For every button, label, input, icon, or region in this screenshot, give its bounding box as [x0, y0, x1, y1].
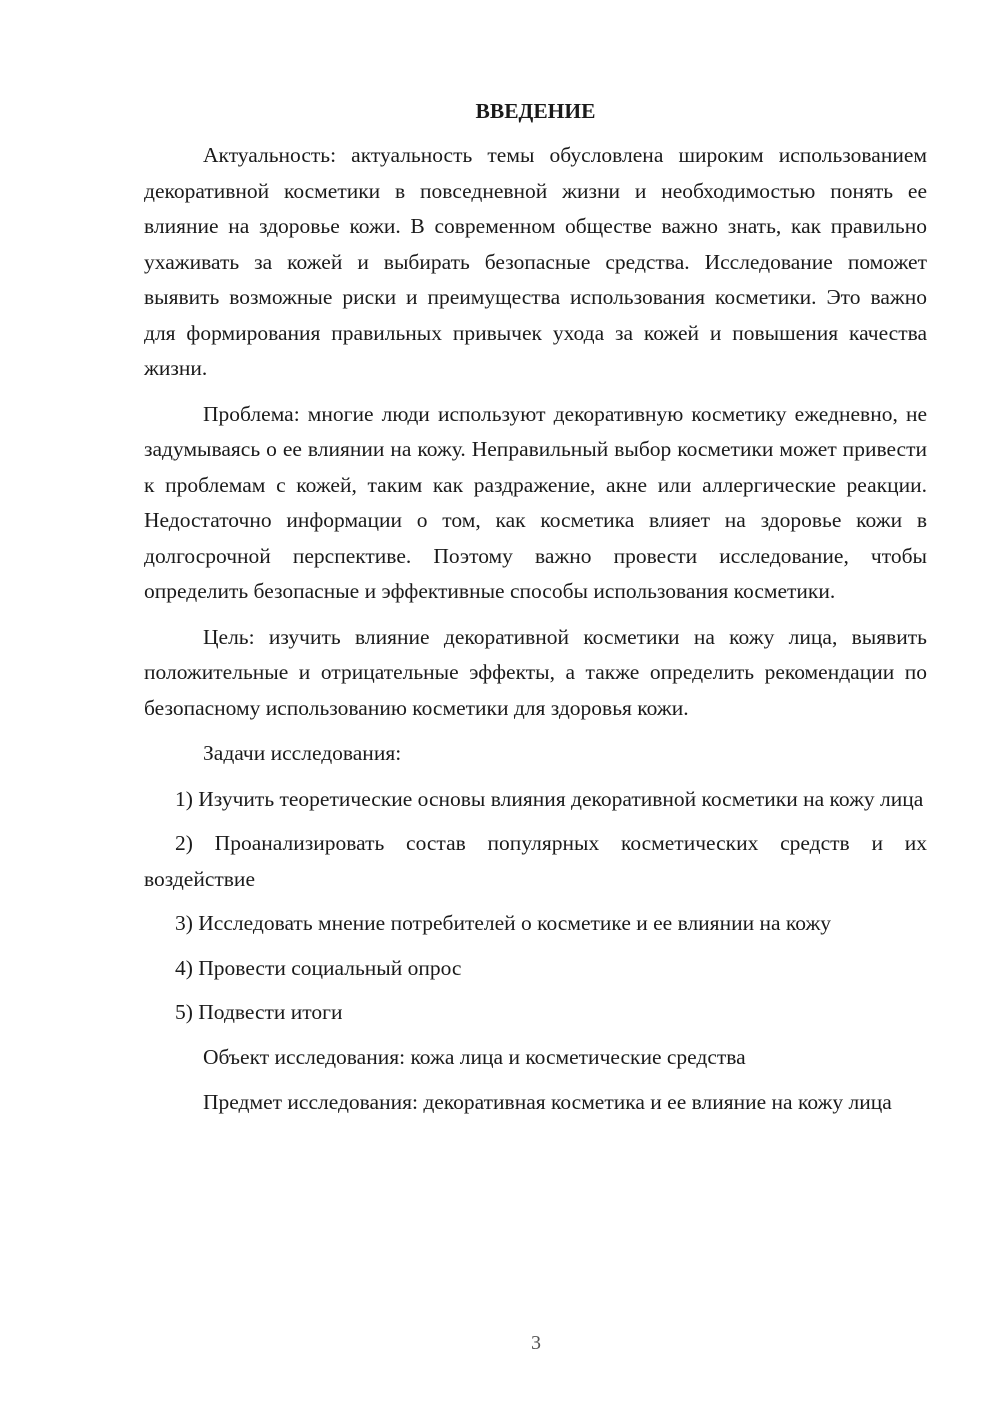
object-paragraph: Объект исследования: кожа лица и косметические средства: [203, 1044, 746, 1069]
section-heading: ВВЕДЕНИЕ: [475, 99, 596, 123]
page-number: 3: [531, 1332, 541, 1354]
task-item: 5) Подвести итоги: [175, 1000, 343, 1024]
subject-paragraph: Предмет исследования: декоративная косметика и ее влияние на кожу лица: [203, 1090, 892, 1114]
task-item: 4) Провести социальный опрос: [175, 955, 462, 980]
page-content: [144, 96, 927, 1131]
task-item: 1) Изучить теоретические основы влияния декоративной косметики на кожу лица: [175, 786, 924, 811]
tasks-title: Задачи исследования:: [203, 741, 402, 765]
problem-paragraph: Проблема: многие люди используют декоративную косметику ежедневно, не задумываясь о ее влиянии на кожу. Неправильный выбор косметики может привести к проблемам с кожей, таким как раздражение, акне или аллергические реакции. Недостаточно информации о том, как косметика влияет на здоровье кожи в долгосрочной перспективе. Поэтому важно провести исследование, чтобы определить безопасные и эффективные способы использования косметики.: [144, 401, 927, 603]
relevance-paragraph: Актуальность: актуальность темы обусловлена широким использованием декоративной косметики в повседневной жизни и необходимостью понять ее влияние на здоровье кожи. В современном обществе важно знать, как правильно ухаживать за кожей и выбирать безопасные средства. Исследование поможет выявить возможные риски и преимущества использования косметики. Это важно для формирования правильных привычек ухода за кожей и повышения качества жизни.: [144, 143, 927, 380]
goal-paragraph: Цель: изучить влияние декоративной косметики на кожу лица, выявить положительные и отрицательные эффекты, а также определить рекомендации по безопасному использованию косметики для здоровья кожи.: [144, 624, 927, 720]
task-item: 2) Проанализировать состав популярных косметических средств и их воздействие: [144, 831, 927, 891]
task-item: 3) Исследовать мнение потребителей о косметике и ее влиянии на кожу: [175, 911, 832, 935]
